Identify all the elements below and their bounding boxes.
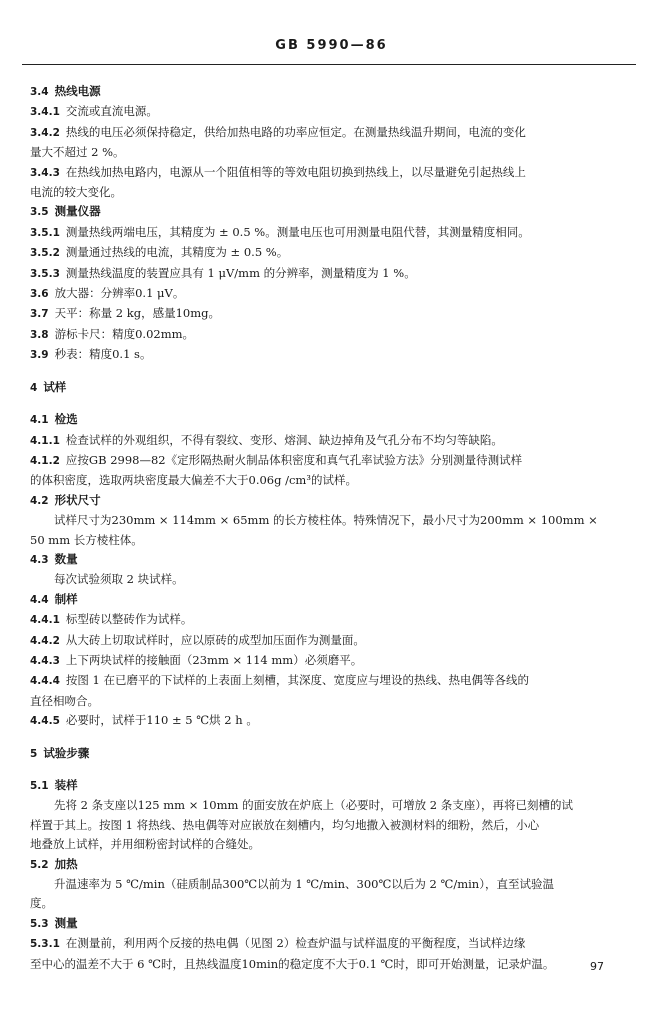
clause-number: 4.2 — [30, 494, 49, 507]
clause-number: 3.7 — [30, 308, 49, 321]
section-heading — [30, 550, 636, 570]
clause-line — [30, 570, 636, 589]
clause-text: 必要时，试样于110 ± 5 ℃烘 2 h 。 — [65, 713, 258, 728]
clause-number: 4.4.2 — [30, 634, 60, 647]
clause-line — [30, 671, 636, 691]
clause-number: 5.3 — [30, 917, 49, 930]
clause-line — [30, 325, 636, 345]
clause-number: 4.4.3 — [30, 654, 60, 667]
section-heading — [30, 410, 636, 430]
clause-number: 3.5.2 — [30, 247, 60, 260]
clause-text: 测量 — [54, 915, 78, 930]
clause-number: 3.5.1 — [30, 226, 60, 239]
clause-line — [30, 875, 636, 894]
clause-text: 试验步骤 — [43, 745, 90, 760]
clause-line — [30, 304, 636, 324]
clause-continuation: 的体积密度，选取两块密度最大偏差不大于0.06g /cm³的试样。 — [30, 473, 357, 488]
clause-text: 上下两块试样的接触面（23mm × 114 mm）必须磨平。 — [65, 652, 363, 667]
clause-text: 检查试样的外观组织，不得有裂纹、变形、熔洞、缺边掉角及气孔分布不均匀等缺陷。 — [65, 432, 503, 447]
clause-number: 4.1.1 — [30, 434, 60, 447]
clause-number: 4.1 — [30, 414, 49, 427]
clause-text: 热线的电压必须保持稳定，供给加热电路的功率应恒定。在测量热线温升期间，电流的变化 — [65, 124, 526, 139]
clause-text: 按图 1 在已磨平的下试样的上表面上刻槽，其深度、宽度应与埋设的热线、热电偶等各线的 — [65, 673, 530, 688]
clause-text: 在测量前，利用两个反接的热电偶（见图 2）检查炉温与试样温度的平衡程度，当试样边缘 — [65, 936, 526, 951]
clause-continuation: 50 mm 长方棱柱体。 — [30, 532, 143, 547]
clause-text: 测量热线两端电压，其精度为 ± 0.5 %。测量电压也可用测量电阻代替，其测量精度相同。 — [65, 224, 530, 239]
clause-line — [30, 631, 636, 651]
clause-text: 测量仪器 — [54, 204, 101, 219]
clause-line — [30, 451, 636, 471]
clause-line — [30, 223, 636, 243]
clause-continuation: 至中心的温差不大于 6 ℃时，且热线温度10min的稳定度不大于0.1 ℃时，即可开始测量，记录炉温。 — [30, 956, 555, 971]
clause-text: 在热线加热电路内，电源从一个阻值相等的等效电阻切换到热线上，以尽量避免引起热线上 — [65, 164, 526, 179]
clause-number: 3.8 — [30, 328, 49, 341]
clause-number: 3.5.3 — [30, 267, 60, 280]
clause-text: 装样 — [54, 778, 78, 792]
clause-line — [30, 243, 636, 263]
header-rule — [22, 64, 636, 65]
clause-number: 5.2 — [30, 858, 49, 871]
clause-line — [30, 711, 636, 731]
clause-number: 3.4.2 — [30, 126, 60, 139]
clause-text: 天平：称量 2 kg，感量10mg。 — [54, 306, 220, 321]
clause-continuation: 样置于其上。按图 1 将热线、热电偶等对应嵌放在刻槽内，均匀地撒入被测材料的细粉，然后，小心 — [30, 817, 540, 832]
clause-line — [30, 511, 636, 530]
clause-number: 3.4 — [30, 86, 49, 98]
clause-text: 每次试验须取 2 块试样。 — [54, 572, 184, 587]
clause-number: 5 — [30, 747, 38, 760]
clause-line — [30, 934, 636, 954]
clause-number: 3.4.1 — [30, 106, 60, 119]
page-number: 97 — [590, 960, 604, 973]
clause-number: 4.4.4 — [30, 675, 60, 688]
clause-number: 3.6 — [30, 288, 49, 301]
clause-number: 3.9 — [30, 349, 49, 362]
clause-text: 标型砖以整砖作为试样。 — [65, 612, 193, 627]
section-heading — [30, 378, 636, 398]
clause-text: 试样 — [43, 379, 67, 394]
clause-line — [30, 610, 636, 630]
document-header: GB 5990—86 — [275, 38, 388, 53]
clause-text: 从大砖上切取试样时，应以原砖的成型加压面作为测量面。 — [65, 632, 365, 647]
clause-continuation: 地叠放上试样，并用细粉密封试样的合缝处。 — [30, 837, 260, 852]
clause-line — [30, 431, 636, 451]
clause-line — [30, 651, 636, 671]
clause-text: 测量通过热线的电流，其精度为 ± 0.5 %。 — [65, 245, 289, 260]
clause-number: 4.4.1 — [30, 614, 60, 627]
clause-line — [30, 102, 636, 122]
section-gap — [30, 366, 636, 378]
clause-number: 3.4.3 — [30, 166, 60, 179]
clause-number: 4.3 — [30, 553, 49, 566]
section-heading — [30, 914, 636, 934]
section-gap — [30, 398, 636, 410]
clause-text: 游标卡尺：精度0.02mm。 — [54, 326, 195, 341]
clause-text: 数量 — [54, 551, 78, 566]
section-heading — [30, 744, 636, 764]
clause-text: 试样尺寸为230mm × 114mm × 65mm 的长方棱柱体。特殊情况下，最小尺寸为200mm × 100mm × — [54, 513, 598, 528]
clause-line — [30, 284, 636, 304]
clause-text: 升温速率为 5 ℃/min（硅质制品300℃以前为 1 ℃/min、300℃以后为 2 ℃/min），直至试验温 — [54, 877, 554, 892]
clause-line — [30, 796, 636, 815]
clause-number: 4 — [30, 381, 38, 394]
clause-number: 5.1 — [30, 780, 49, 792]
clause-number: 3.5 — [30, 206, 49, 219]
clause-text: 测量热线温度的装置应具有 1 μV/mm 的分辨率，测量精度为 1 %。 — [65, 265, 416, 280]
clause-continuation: 电流的较大变化。 — [30, 185, 122, 200]
section-heading — [30, 590, 636, 610]
clause-text: 放大器：分辨率0.1 μV。 — [54, 286, 185, 301]
section-heading — [30, 776, 636, 796]
clause-text: 先将 2 条支座以125 mm × 10mm 的面安放在炉底上（必要时，可增放 2 条支座），再将已刻槽的试 — [54, 798, 573, 813]
clause-text: 加热 — [54, 856, 78, 871]
document-body — [30, 82, 636, 974]
clause-continuation: 量大不超过 2 %。 — [30, 145, 125, 160]
clause-number: 5.3.1 — [30, 938, 60, 951]
clause-number: 4.4.5 — [30, 715, 60, 728]
section-gap — [30, 732, 636, 744]
section-heading — [30, 82, 636, 102]
clause-text: 交流或直流电源。 — [65, 104, 158, 119]
section-heading — [30, 491, 636, 511]
clause-number: 4.1.2 — [30, 454, 60, 467]
clause-continuation: 直径相吻合。 — [30, 693, 99, 708]
clause-line — [30, 345, 636, 365]
section-heading — [30, 855, 636, 875]
clause-line — [30, 123, 636, 143]
clause-text: 形状尺寸 — [54, 492, 101, 507]
clause-text: 秒表：精度0.1 s。 — [54, 347, 152, 362]
clause-text: 检选 — [54, 412, 78, 427]
clause-line — [30, 264, 636, 284]
section-gap — [30, 764, 636, 776]
section-heading — [30, 202, 636, 222]
clause-continuation: 度。 — [30, 896, 53, 911]
clause-text: 应按GB 2998—82《定形隔热耐火制品体积密度和真气孔率试验方法》分别测量待测试样 — [65, 452, 523, 467]
clause-text: 制样 — [54, 591, 78, 606]
clause-number: 4.4 — [30, 593, 49, 606]
clause-line — [30, 163, 636, 183]
clause-text: 热线电源 — [54, 84, 101, 98]
